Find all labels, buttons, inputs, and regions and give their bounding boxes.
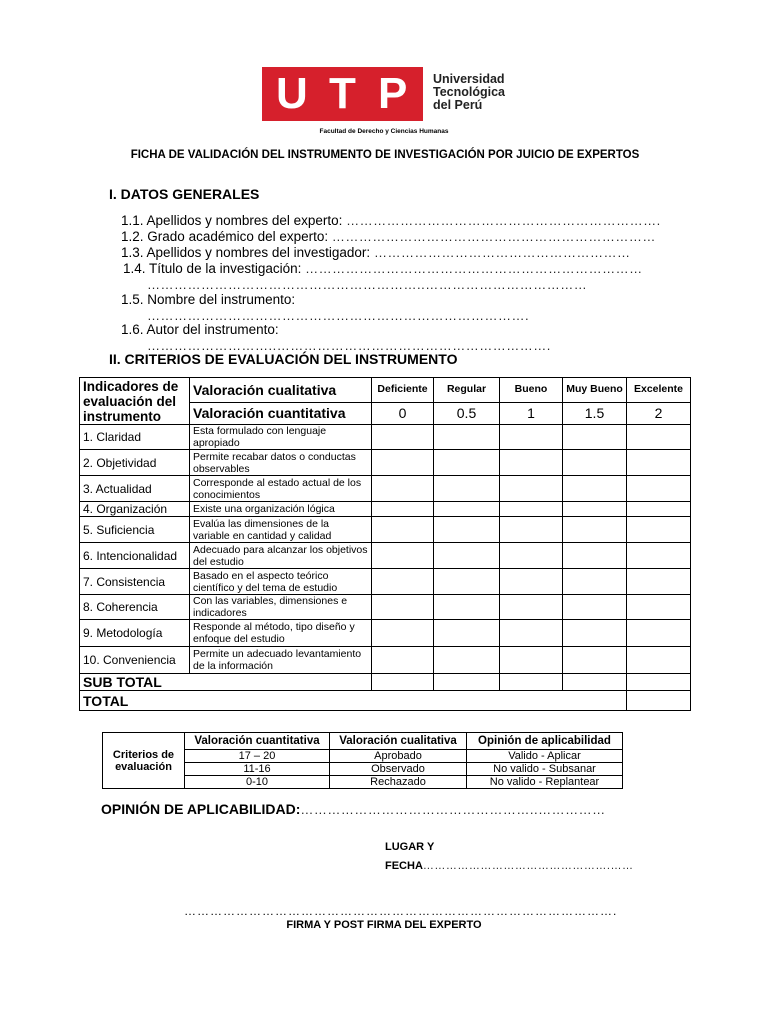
subtotal-cell[interactable] xyxy=(500,674,563,691)
subtotal-cell[interactable] xyxy=(372,674,434,691)
criteria-range: 11-16 xyxy=(185,763,330,776)
criteria-opinion: Valido - Aplicar xyxy=(467,750,623,763)
score-cell[interactable] xyxy=(563,647,627,674)
score-cell[interactable] xyxy=(372,543,434,569)
criteria-range: 0-10 xyxy=(185,776,330,789)
score-cell[interactable] xyxy=(563,476,627,502)
description-cell: Con las variables, dimensiones e indicadores xyxy=(190,595,372,620)
indicator-cell: 7. Consistencia xyxy=(80,569,190,595)
field-label: Apellidos y nombres del experto: xyxy=(146,213,343,228)
score-cell[interactable] xyxy=(500,517,563,543)
value-muy-bueno: 1.5 xyxy=(563,402,627,424)
table-row xyxy=(80,647,691,674)
score-cell[interactable] xyxy=(372,620,434,647)
field-instrument-name xyxy=(121,292,295,307)
score-cell[interactable] xyxy=(627,595,691,620)
total-label: TOTAL xyxy=(80,691,627,711)
field-dots: ………………………………………………………………… xyxy=(305,261,643,276)
date-dots: ………………………………………….…… xyxy=(422,860,634,872)
faculty-name: Facultad de Derecho y Ciencias Humanas xyxy=(319,128,449,135)
description-cell: Permite un adecuado levantamiento de la información xyxy=(190,647,372,674)
indicator-cell: 2. Objetividad xyxy=(80,450,190,476)
score-cell[interactable] xyxy=(500,450,563,476)
score-cell[interactable] xyxy=(500,502,563,517)
description-cell: Permite recabar datos o conductas observables xyxy=(190,450,372,476)
score-cell[interactable] xyxy=(563,569,627,595)
logo-letter-u: U xyxy=(276,69,308,118)
subtotal-cell[interactable] xyxy=(434,674,500,691)
score-cell[interactable] xyxy=(500,569,563,595)
indicator-cell: 1. Claridad xyxy=(80,425,190,450)
section-1-heading: I. DATOS GENERALES xyxy=(109,186,260,202)
score-cell[interactable] xyxy=(500,425,563,450)
field-label: Autor del instrumento: xyxy=(146,322,279,337)
field-dots: ……………………………………………………………. xyxy=(346,213,661,228)
logo-name-line: Universidad xyxy=(433,72,505,86)
level-excelente: Excelente xyxy=(627,378,691,403)
score-cell[interactable] xyxy=(563,620,627,647)
score-cell[interactable] xyxy=(372,502,434,517)
score-cell[interactable] xyxy=(372,647,434,674)
score-cell[interactable] xyxy=(627,517,691,543)
criteria-side-label: Criterios de evaluación xyxy=(103,733,185,789)
score-cell[interactable] xyxy=(627,476,691,502)
score-cell[interactable] xyxy=(500,620,563,647)
criteria-qualitative: Rechazado xyxy=(330,776,467,789)
score-cell[interactable] xyxy=(563,425,627,450)
opinion-label: OPINIÓN DE APLICABILIDAD: xyxy=(101,801,301,817)
signature-line: ………………………………………………………………………………………. xyxy=(184,904,618,918)
score-cell[interactable] xyxy=(434,502,500,517)
table-row xyxy=(80,620,691,647)
level-bueno: Bueno xyxy=(500,378,563,403)
logo-red-block xyxy=(262,67,423,121)
score-cell[interactable] xyxy=(627,620,691,647)
table-row xyxy=(80,595,691,620)
value-deficiente: 0 xyxy=(372,402,434,424)
table-row xyxy=(80,569,691,595)
field-number: 1.3. xyxy=(121,245,144,260)
utp-logo xyxy=(262,67,510,121)
score-cell[interactable] xyxy=(563,450,627,476)
table-row xyxy=(80,517,691,543)
score-cell[interactable] xyxy=(434,517,500,543)
page-title: FICHA DE VALIDACIÓN DEL INSTRUMENTO DE INVESTIGACIÓN POR JUICIO DE EXPERTOS xyxy=(130,149,640,161)
opinion-field xyxy=(101,801,606,819)
subtotal-cell[interactable] xyxy=(563,674,627,691)
description-cell: Evalúa las dimensiones de la variable en cantidad y calidad xyxy=(190,517,372,543)
field-researcher-name xyxy=(121,245,630,260)
field-number: 1.4. xyxy=(123,261,146,276)
subtotal-cell[interactable] xyxy=(627,674,691,691)
opinion-dots: ……………………………………………..…………… xyxy=(300,802,606,817)
score-cell[interactable] xyxy=(434,647,500,674)
signature-label: FIRMA Y POST FIRMA DEL EXPERTO xyxy=(286,919,482,931)
table-row xyxy=(80,543,691,569)
field-dots: …………………………………………………………………………. xyxy=(147,308,530,323)
field-dots: ………………………..……………………………………………………. xyxy=(147,338,551,353)
criteria-range: 17 – 20 xyxy=(185,750,330,763)
date-field xyxy=(385,856,633,874)
score-cell[interactable] xyxy=(500,595,563,620)
field-research-title-continuation xyxy=(147,277,587,292)
indicator-cell: 5. Suficiencia xyxy=(80,517,190,543)
score-cell[interactable] xyxy=(627,569,691,595)
score-cell[interactable] xyxy=(563,517,627,543)
level-muy-bueno: Muy Bueno xyxy=(563,378,627,403)
score-cell[interactable] xyxy=(434,595,500,620)
field-expert-name xyxy=(121,213,661,228)
field-number: 1.6. xyxy=(121,322,144,337)
criteria-header-qualitative: Valoración cualitativa xyxy=(330,733,467,750)
score-cell[interactable] xyxy=(372,450,434,476)
score-cell[interactable] xyxy=(500,543,563,569)
score-cell[interactable] xyxy=(563,502,627,517)
subtotal-row xyxy=(80,674,691,691)
field-dots: ……………………………………………………..……………………………… xyxy=(147,277,588,292)
logo-name-line: Tecnológica xyxy=(433,85,506,99)
place-label: LUGAR Y xyxy=(385,841,435,853)
score-cell[interactable] xyxy=(627,450,691,476)
date-label: FECHA xyxy=(385,860,423,872)
criteria-qualitative: Observado xyxy=(330,763,467,776)
description-cell: Adecuado para alcanzar los objetivos del estudio xyxy=(190,543,372,569)
value-bueno: 1 xyxy=(500,402,563,424)
field-instrument-name-line xyxy=(147,308,529,323)
table-row xyxy=(80,425,691,450)
header-qualitative: Valoración cualitativa xyxy=(190,378,372,403)
score-cell[interactable] xyxy=(434,425,500,450)
subtotal-label: SUB TOTAL xyxy=(80,674,372,691)
table-row xyxy=(80,502,691,517)
criteria-header-quantitative: Valoración cuantitativa xyxy=(185,733,330,750)
criteria-opinion: No valido - Replantear xyxy=(467,776,623,789)
field-dots: ………………………………………………… xyxy=(373,245,631,260)
field-number: 1.2. xyxy=(121,229,144,244)
logo-letter-p: P xyxy=(378,69,408,118)
value-excelente: 2 xyxy=(627,402,691,424)
indicator-cell: 3. Actualidad xyxy=(80,476,190,502)
score-cell[interactable] xyxy=(500,647,563,674)
score-cell[interactable] xyxy=(434,476,500,502)
description-cell: Corresponde al estado actual de los conocimientos xyxy=(190,476,372,502)
field-instrument-author xyxy=(121,322,279,337)
logo-university-name xyxy=(433,73,505,112)
score-cell[interactable] xyxy=(627,543,691,569)
section-2-heading: II. CRITERIOS DE EVALUACIÓN DEL INSTRUMENTO xyxy=(109,351,458,367)
table-row xyxy=(80,450,691,476)
field-dots: ……………………………………………………………… xyxy=(331,229,656,244)
score-cell[interactable] xyxy=(372,595,434,620)
score-cell[interactable] xyxy=(563,543,627,569)
field-label: Nombre del instrumento: xyxy=(147,292,296,307)
criteria-opinion: No valido - Subsanar xyxy=(467,763,623,776)
description-cell: Esta formulado con lenguaje apropiado xyxy=(190,425,372,450)
field-number: 1.5. xyxy=(121,292,144,307)
level-deficiente: Deficiente xyxy=(372,378,434,403)
indicator-cell: 6. Intencionalidad xyxy=(80,543,190,569)
total-cell[interactable] xyxy=(627,691,691,711)
criteria-qualitative: Aprobado xyxy=(330,750,467,763)
field-label: Apellidos y nombres del investigador: xyxy=(146,245,371,260)
description-cell: Basado en el aspecto teórico científico y del tema de estudio xyxy=(190,569,372,595)
field-research-title xyxy=(123,261,643,276)
score-cell[interactable] xyxy=(434,569,500,595)
criteria-table xyxy=(102,732,623,789)
indicator-cell: 10. Conveniencia xyxy=(80,647,190,674)
score-cell[interactable] xyxy=(372,476,434,502)
score-cell[interactable] xyxy=(500,476,563,502)
score-cell[interactable] xyxy=(434,620,500,647)
description-cell: Responde al método, tipo diseño y enfoque del estudio xyxy=(190,620,372,647)
logo-letter-t: T xyxy=(329,69,356,118)
evaluation-table xyxy=(79,377,691,711)
score-cell[interactable] xyxy=(434,450,500,476)
field-expert-degree xyxy=(121,229,656,244)
score-cell[interactable] xyxy=(627,647,691,674)
logo-name-line: del Perú xyxy=(433,98,483,112)
description-cell: Existe una organización lógica xyxy=(190,502,372,517)
field-label: Grado académico del experto: xyxy=(147,229,329,244)
score-cell[interactable] xyxy=(372,569,434,595)
criteria-header-opinion: Opinión de aplicabilidad xyxy=(467,733,623,750)
field-label: Título de la investigación: xyxy=(149,261,302,276)
score-cell[interactable] xyxy=(434,543,500,569)
score-cell[interactable] xyxy=(627,425,691,450)
score-cell[interactable] xyxy=(563,595,627,620)
score-cell[interactable] xyxy=(627,502,691,517)
indicator-cell: 4. Organización xyxy=(80,502,190,517)
level-regular: Regular xyxy=(434,378,500,403)
field-number: 1.1. xyxy=(121,213,144,228)
score-cell[interactable] xyxy=(372,517,434,543)
indicator-cell: 8. Coherencia xyxy=(80,595,190,620)
header-quantitative: Valoración cuantitativa xyxy=(190,402,372,424)
value-regular: 0.5 xyxy=(434,402,500,424)
header-indicators: Indicadores de evaluación del instrumento xyxy=(80,378,190,425)
indicator-cell: 9. Metodología xyxy=(80,620,190,647)
score-cell[interactable] xyxy=(372,425,434,450)
total-row xyxy=(80,691,691,711)
table-row xyxy=(80,476,691,502)
